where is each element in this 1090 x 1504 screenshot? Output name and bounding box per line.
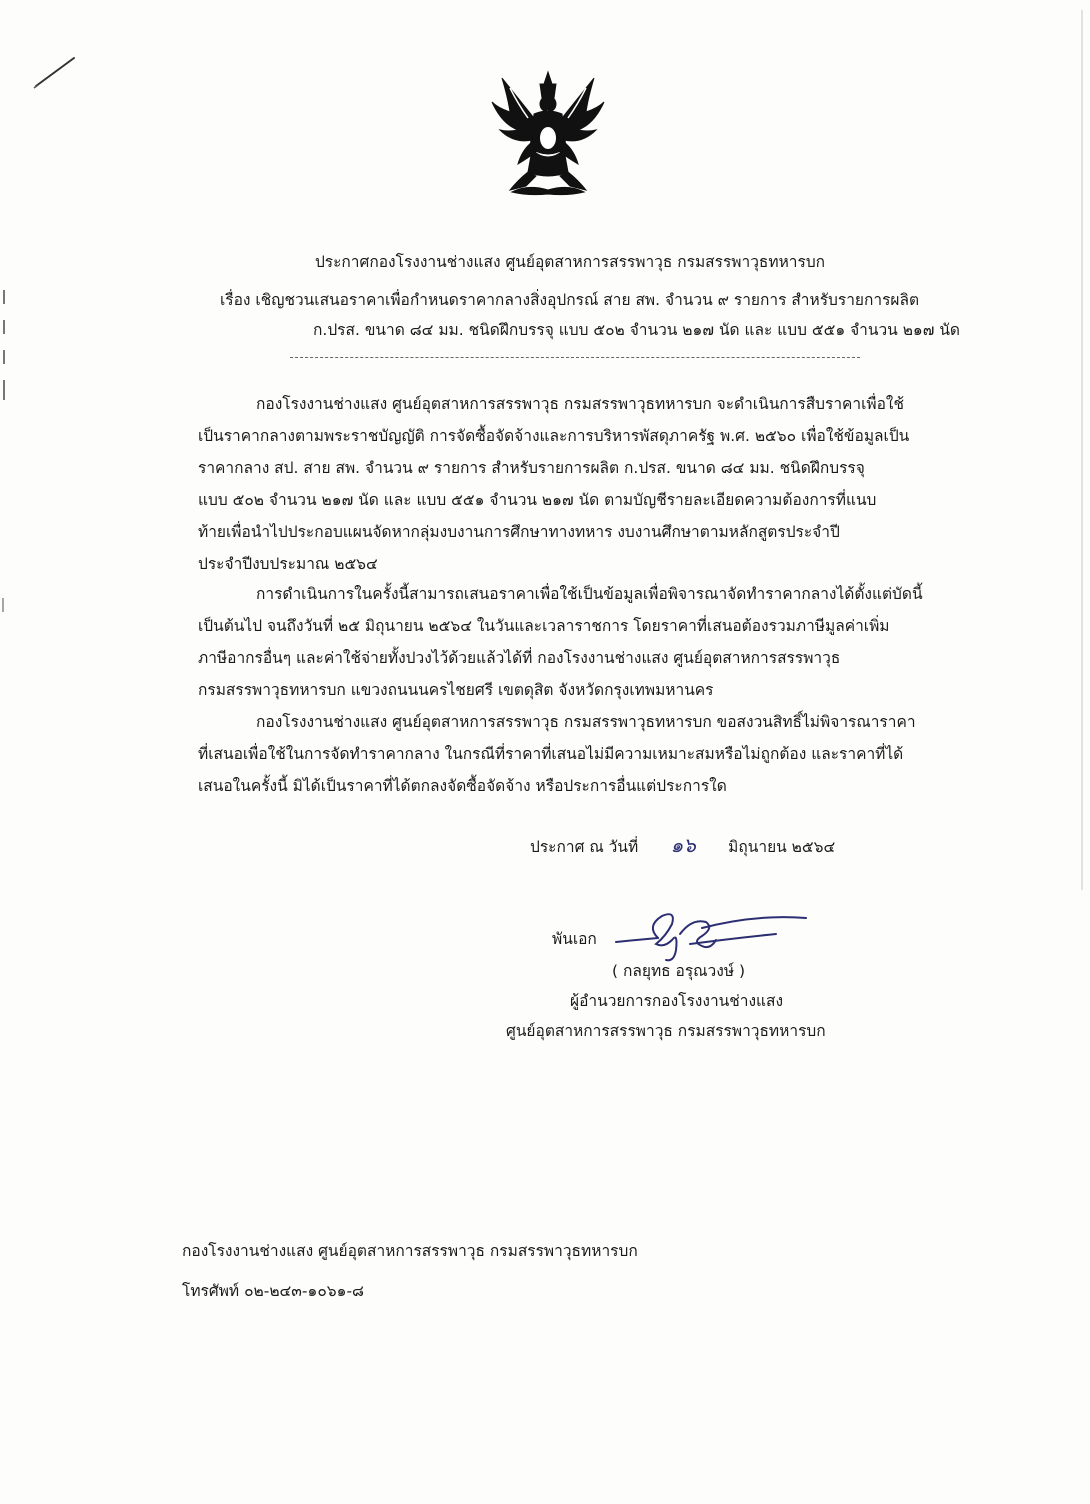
paragraph-line: ที่เสนอเพื่อใช้ในการจัดทำราคากลาง ในกรณีที่ราคาที่เสนอไม่มีความเหมาะสมหรือไม่ถูกต้อง และราคาที่ได้ [198, 745, 904, 763]
paragraph-line: เสนอในครั้งนี้ มิได้เป็นราคาที่ได้ตกลงจัดซื้อจัดจ้าง หรือประการอื่นแต่ประการใด [198, 777, 727, 795]
date-month-year: มิถุนายน ๒๕๖๔ [728, 838, 836, 856]
footer-organization: กองโรงงานช่างแสง ศูนย์อุตสาหการสรรพาวุธ กรมสรรพาวุธทหารบก [182, 1242, 638, 1260]
footer-phone: โทรศัพท์ ๐๒-๒๔๓-๑๐๖๑-๘ [182, 1282, 365, 1300]
pen-mark-icon [30, 52, 80, 92]
binding-edge-marks [0, 290, 14, 630]
signatory-organization: ศูนย์อุตสาหการสรรพาวุธ กรมสรรพาวุธทหารบก [506, 1022, 826, 1040]
subject-line-2: ก.ปรส. ขนาด ๘๔ มม. ชนิดฝึกบรรจุ แบบ ๕๐๒ จำนวน ๒๑๗ นัด และ แบบ ๕๕๑ จำนวน ๒๑๗ นัด [313, 321, 960, 339]
paragraph-line: ภาษีอากรอื่นๆ และค่าใช้จ่ายทั้งปวงไว้ด้วยแล้วได้ที่ กองโรงงานช่างแสง ศูนย์อุตสาหการสรรพาวุธ [198, 649, 841, 667]
signatory-name: ( กลยุทธ อรุณวงษ์ ) [612, 962, 746, 980]
announcement-title: ประกาศกองโรงงานช่างแสง ศูนย์อุตสาหการสรรพาวุธ กรมสรรพาวุธทหารบก [314, 253, 826, 271]
paragraph-line: กองโรงงานช่างแสง ศูนย์อุตสาหการสรรพาวุธ กรมสรรพาวุธทหารบก จะดำเนินการสืบราคาเพื่อใช้ [256, 395, 905, 413]
body-paragraph-3 [198, 706, 958, 802]
paragraph-line: แบบ ๕๐๒ จำนวน ๒๑๗ นัด และ แบบ ๕๕๑ จำนวน ๒๑๗ นัด ตามบัญชีรายละเอียดความต้องการที่แนบ [198, 491, 877, 509]
handwritten-day: ๑๖ [670, 833, 696, 857]
paragraph-line: ท้ายเพื่อนำไปประกอบแผนจัดหากลุ่มงบงานการศึกษาทางทหาร งบงานศึกษาตามหลักสูตรประจำปี [198, 523, 840, 541]
handwritten-signature-icon [606, 904, 816, 964]
paragraph-line: การดำเนินการในครั้งนี้สามารถเสนอราคาเพื่อใช้เป็นข้อมูลเพื่อพิจารณาจัดทำราคากลางได้ตั้งแต่บัดนี้ [256, 585, 923, 603]
body-paragraph-2 [198, 578, 958, 706]
paragraph-line: เป็นต้นไป จนถึงวันที่ ๒๕ มิถุนายน ๒๕๖๔ ในวันและเวลาราชการ โดยราคาที่เสนอต้องรวมภาษีมูลค่าเพิ่ม [198, 617, 890, 635]
paragraph-line: กองโรงงานช่างแสง ศูนย์อุตสาหการสรรพาวุธ กรมสรรพาวุธทหารบก ขอสงวนสิทธิ์ไม่พิจารณาราคา [256, 713, 916, 731]
signatory-rank: พันเอก [552, 930, 597, 948]
date-prefix: ประกาศ ณ วันที่ [530, 838, 639, 856]
signatory-title: ผู้อำนวยการกองโรงงานช่างแสง [570, 992, 784, 1010]
body-paragraph-1 [198, 388, 958, 580]
garuda-emblem-icon [488, 68, 608, 198]
paragraph-line: เป็นราคากลางตามพระราชบัญญัติ การจัดซื้อจัดจ้างและการบริหารพัสดุภาครัฐ พ.ศ. ๒๕๖๐ เพื่อใช้ข้อมูลเป็น [198, 427, 910, 445]
heading-divider [290, 357, 860, 358]
paragraph-line: ประจำปีงบประมาณ ๒๕๖๔ [198, 555, 378, 573]
subject-line-1: เรื่อง เชิญชวนเสนอราคาเพื่อกำหนดราคากลางสิ่งอุปกรณ์ สาย สพ. จำนวน ๙ รายการ สำหรับรายการผลิต [220, 291, 920, 309]
right-edge-shadow [1074, 10, 1086, 890]
paragraph-line: ราคากลาง สป. สาย สพ. จำนวน ๙ รายการ สำหรับรายการผลิต ก.ปรส. ขนาด ๘๔ มม. ชนิดฝึกบรรจุ [198, 459, 865, 477]
announcement-date [530, 834, 835, 858]
paragraph-line: กรมสรรพาวุธทหารบก แขวงถนนนครไชยศรี เขตดุสิต จังหวัดกรุงเทพมหานคร [198, 681, 714, 699]
